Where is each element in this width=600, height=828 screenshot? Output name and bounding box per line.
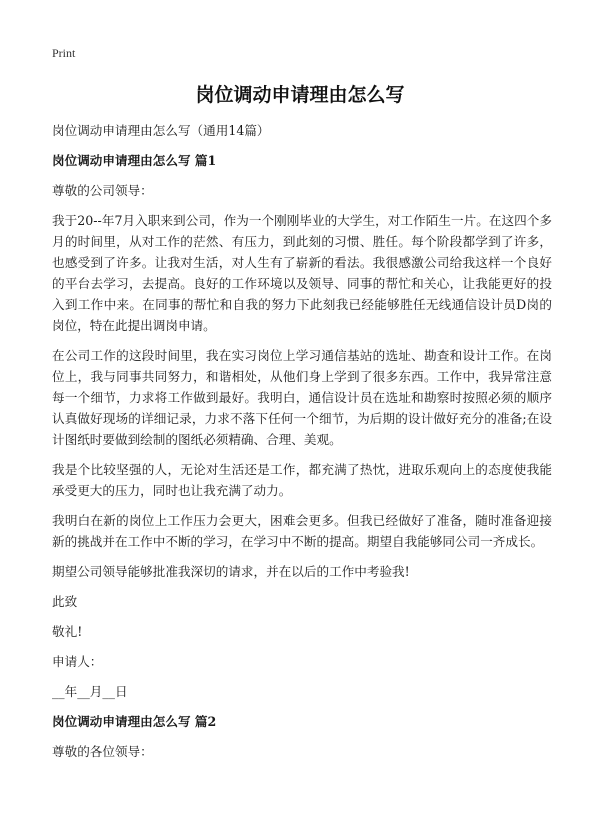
applicant-line: 申请人： [52,654,103,669]
paragraph: 我是个比较坚强的人，无论对生活还是工作，都充满了热忱，进取乐观向上的态度使我能承受更大的压力，同时也让我充满了动力。 [52,462,552,498]
print-label: Print [52,46,76,60]
page-title: 岗位调动申请理由怎么写 [195,84,405,106]
document-subtitle: 岗位调动申请理由怎么写（通用14篇） [52,123,270,138]
document-body [52,120,552,771]
closing-salute: 敬礼! [52,624,83,639]
paragraph: 在公司工作的这段时间里，我在实习岗位上学习通信基站的选址、勘查和设计工作。在岗位上，我与同事共同努力，和谐相处，从他们身上学到了很多东西。工作中，我异常注意每一个细节，力求将工作做到最好。我明白，通信设计员在选址和勘察时按照必须的顺序认真做好现场的详细记录，力求不落下任何一个细节，为后期的设计做好充分的准备;在设计图纸时要做到绘制的图纸必须精确、合理、美观。 [52,348,552,447]
paragraph: 我于20--年7月入职来到公司，作为一个刚刚毕业的大学生，对工作陌生一片。在这四个多月的时间里，从对工作的茫然、有压力，到此刻的习惯、胜任。每个阶段都学到了许多，也感受到了许多。让我对生活，对人生有了崭新的看法。我很感激公司给我这样一个良好的平台去学习，去提高。良好的工作环境以及领导、同事的帮忙和关心，让我能更好的投入到工作中来。在同事的帮忙和自我的努力下此刻我已经能够胜任无线通信设计员D岗的岗位，特在此提出调岗申请。 [52,213,552,333]
date-line: __年__月__日 [52,684,128,699]
paragraph: 期望公司领导能够批准我深切的请求，并在以后的工作中考验我! [52,564,410,579]
closing-line: 此致 [52,594,78,609]
section-heading-1: 岗位调动申请理由怎么写 篇1 [52,153,217,168]
salutation-1: 尊敬的公司领导： [52,183,153,198]
salutation-2: 尊敬的各位领导： [52,744,153,759]
paragraph: 我明白在新的岗位上工作压力会更大，困难会更多。但我已经做好了准备，随时准备迎接新的挑战并在工作中不断的学习，在学习中不断的提高。期望自我能够同公司一齐成长。 [52,513,552,549]
section-heading-2: 岗位调动申请理由怎么写 篇2 [52,714,217,729]
